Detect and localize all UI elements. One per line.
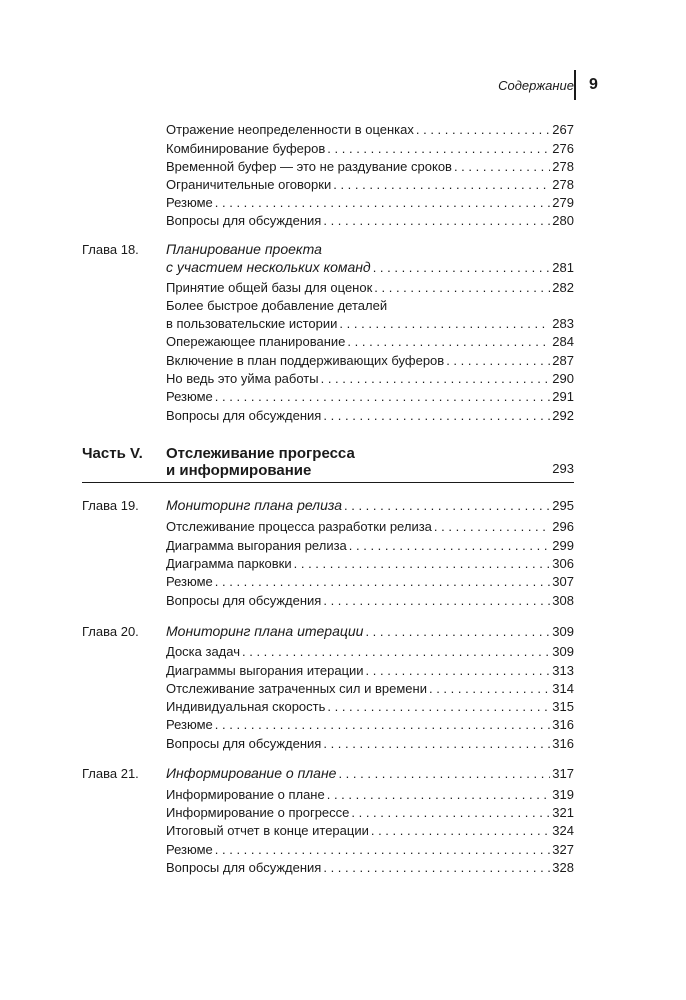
- toc-entry-page: 284: [552, 334, 574, 349]
- leader-dots: [338, 765, 550, 782]
- leader-dots: [351, 804, 550, 821]
- leader-dots: [344, 497, 550, 514]
- toc-entry[interactable]: [166, 333, 574, 350]
- chapter-title: с участием нескольких команд: [166, 259, 371, 275]
- toc-entry-page: 307: [552, 574, 574, 589]
- toc-entry-title: Информирование о прогрессе: [166, 805, 350, 820]
- leader-dots: [434, 518, 550, 535]
- running-head: Содержание: [498, 78, 574, 93]
- toc-entry-page: 316: [552, 717, 574, 732]
- toc-entry-title: Диаграмма парковки: [166, 556, 292, 571]
- toc-entry-title: Доска задач: [166, 644, 240, 659]
- toc-entry[interactable]: [166, 279, 574, 296]
- toc-entry-page: 296: [552, 519, 574, 534]
- toc-entry[interactable]: [166, 804, 574, 821]
- leader-dots: [323, 407, 550, 424]
- chapter-heading[interactable]: [166, 623, 574, 640]
- toc-entry-page: 315: [552, 699, 574, 714]
- toc-entry-page: 306: [552, 556, 574, 571]
- toc-entry[interactable]: [166, 735, 574, 752]
- chapter-label: Глава 21.: [82, 766, 139, 781]
- toc-entry-page: 292: [552, 408, 574, 423]
- toc-entry[interactable]: [166, 716, 574, 733]
- toc-entry-title: Вопросы для обсуждения: [166, 736, 322, 751]
- toc-entry[interactable]: [166, 388, 574, 405]
- toc-entry[interactable]: [166, 592, 574, 609]
- leader-dots: [365, 623, 550, 640]
- chapter-label: Глава 20.: [82, 624, 139, 639]
- toc-entry-page: 279: [552, 195, 574, 210]
- toc-entry-page: 287: [552, 353, 574, 368]
- toc-entry[interactable]: [166, 140, 574, 157]
- toc-entry[interactable]: [166, 212, 574, 229]
- toc-entry-page: 278: [552, 177, 574, 192]
- toc-entry[interactable]: [166, 662, 574, 679]
- toc-entry-title: Но ведь это уйма работы: [166, 371, 319, 386]
- chapter-heading[interactable]: [166, 765, 574, 782]
- toc-entry-title: Опережающее планирование: [166, 334, 346, 349]
- toc-entry[interactable]: [166, 822, 574, 839]
- toc-entry[interactable]: [166, 194, 574, 211]
- toc-entry[interactable]: [166, 176, 574, 193]
- toc-entry-title: Резюме: [166, 717, 213, 732]
- leader-dots: [323, 735, 550, 752]
- toc-entry-title: Диаграммы выгорания итерации: [166, 663, 364, 678]
- toc-entry[interactable]: [166, 680, 574, 697]
- toc-entry-title: Итоговый отчет в конце итерации: [166, 823, 369, 838]
- chapter-label: Глава 18.: [82, 242, 139, 257]
- toc-entry-title: Индивидуальная скорость: [166, 699, 326, 714]
- leader-dots: [366, 662, 551, 679]
- leader-dots: [215, 841, 551, 858]
- leader-dots: [339, 315, 550, 332]
- toc-entry[interactable]: [166, 643, 574, 660]
- leader-dots: [327, 140, 550, 157]
- toc-entry-page: 328: [552, 860, 574, 875]
- toc-entry-page: 291: [552, 389, 574, 404]
- toc-entry-page: 267: [552, 122, 574, 137]
- chapter-heading[interactable]: [166, 259, 574, 276]
- leader-dots: [215, 388, 551, 405]
- leader-dots: [242, 643, 550, 660]
- toc-entry-page: 290: [552, 371, 574, 386]
- chapter-page: 309: [552, 624, 574, 639]
- toc-entry-page: 280: [552, 213, 574, 228]
- toc-entry-page: 282: [552, 280, 574, 295]
- toc-entry-page: 321: [552, 805, 574, 820]
- toc-entry[interactable]: [166, 859, 574, 876]
- chapter-page: 281: [552, 260, 574, 275]
- toc-entry-title: Отражение неопределенности в оценках: [166, 122, 414, 137]
- toc-entry[interactable]: [166, 573, 574, 590]
- toc-entry[interactable]: [166, 786, 574, 803]
- chapter-title: Мониторинг плана релиза: [166, 497, 342, 513]
- part-label: Часть V.: [82, 445, 143, 462]
- toc-entry-title: Резюме: [166, 389, 213, 404]
- leader-dots: [374, 279, 550, 296]
- toc-entry[interactable]: [166, 555, 574, 572]
- toc-entry[interactable]: [166, 158, 574, 175]
- leader-dots: [323, 592, 550, 609]
- page-number: 9: [589, 76, 598, 93]
- leader-dots: [371, 822, 550, 839]
- part-divider: [82, 482, 574, 483]
- leader-dots: [373, 259, 551, 276]
- leader-dots: [327, 698, 550, 715]
- toc-entry-page: 309: [552, 644, 574, 659]
- part-title-line2: и информирование: [166, 462, 312, 479]
- leader-dots: [429, 680, 550, 697]
- toc-entry[interactable]: [166, 315, 574, 332]
- leader-dots: [446, 352, 550, 369]
- toc-entry-page: 283: [552, 316, 574, 331]
- chapter-page: 317: [552, 766, 574, 781]
- toc-entry-title: Принятие общей базы для оценок: [166, 280, 373, 295]
- chapter-title: Информирование о плане: [166, 765, 337, 781]
- chapter-label: Глава 19.: [82, 498, 139, 513]
- toc-entry-title: Резюме: [166, 195, 213, 210]
- toc-entry[interactable]: [166, 518, 574, 535]
- chapter-heading[interactable]: [166, 497, 574, 514]
- leader-dots: [323, 212, 550, 229]
- toc-entry-title: Временной буфер — это не раздувание сроков: [166, 159, 452, 174]
- toc-entry[interactable]: [166, 407, 574, 424]
- toc-entry[interactable]: [166, 537, 574, 554]
- header-rule: [574, 70, 576, 100]
- part-page: 293: [552, 461, 574, 476]
- toc-entry-title: Резюме: [166, 574, 213, 589]
- toc-entry-page: 319: [552, 787, 574, 802]
- leader-dots: [294, 555, 551, 572]
- toc-entry-title: Отслеживание затраченных сил и времени: [166, 681, 427, 696]
- toc-entry-title: Ограничительные оговорки: [166, 177, 332, 192]
- leader-dots: [416, 121, 550, 138]
- toc-entry[interactable]: [166, 121, 574, 138]
- toc-entry-page: 314: [552, 681, 574, 696]
- leader-dots: [349, 537, 551, 554]
- toc-entry[interactable]: [166, 698, 574, 715]
- toc-entry-title: Отслеживание процесса разработки релиза: [166, 519, 432, 534]
- toc-entry[interactable]: [166, 370, 574, 387]
- chapter-title: Мониторинг плана итерации: [166, 623, 364, 639]
- toc-entry[interactable]: [166, 841, 574, 858]
- leader-dots: [454, 158, 550, 175]
- leader-dots: [321, 370, 551, 387]
- toc-entry-page: 313: [552, 663, 574, 678]
- toc-entry[interactable]: [166, 352, 574, 369]
- toc-entry-page: 324: [552, 823, 574, 838]
- leader-dots: [327, 786, 551, 803]
- leader-dots: [215, 194, 551, 211]
- chapter-title-line1: Планирование проекта: [166, 241, 322, 257]
- toc-entry-page: 316: [552, 736, 574, 751]
- toc-entry-page: 327: [552, 842, 574, 857]
- leader-dots: [333, 176, 550, 193]
- leader-dots: [215, 573, 551, 590]
- toc-entry-title: Вопросы для обсуждения: [166, 408, 322, 423]
- toc-entry-title: Вопросы для обсуждения: [166, 213, 322, 228]
- leader-dots: [347, 333, 550, 350]
- part-title-line1: Отслеживание прогресса: [166, 445, 355, 462]
- toc-entry-title: Диаграмма выгорания релиза: [166, 538, 347, 553]
- toc-entry-page: 299: [552, 538, 574, 553]
- toc-entry-title: Включение в план поддерживающих буферов: [166, 353, 445, 368]
- toc-entry-title: Резюме: [166, 842, 213, 857]
- toc-entry-title: Комбинирование буферов: [166, 141, 326, 156]
- toc-entry-title-line1: Более быстрое добавление деталей: [166, 298, 388, 313]
- leader-dots: [323, 859, 550, 876]
- leader-dots: [215, 716, 551, 733]
- toc-entry-page: 278: [552, 159, 574, 174]
- toc-entry-title: Вопросы для обсуждения: [166, 860, 322, 875]
- chapter-page: 295: [552, 498, 574, 513]
- toc-entry-title: в пользовательские истории: [166, 316, 338, 331]
- toc-entry-page: 276: [552, 141, 574, 156]
- toc-entry-page: 308: [552, 593, 574, 608]
- toc-entry-title: Информирование о плане: [166, 787, 325, 802]
- toc-entry-title: Вопросы для обсуждения: [166, 593, 322, 608]
